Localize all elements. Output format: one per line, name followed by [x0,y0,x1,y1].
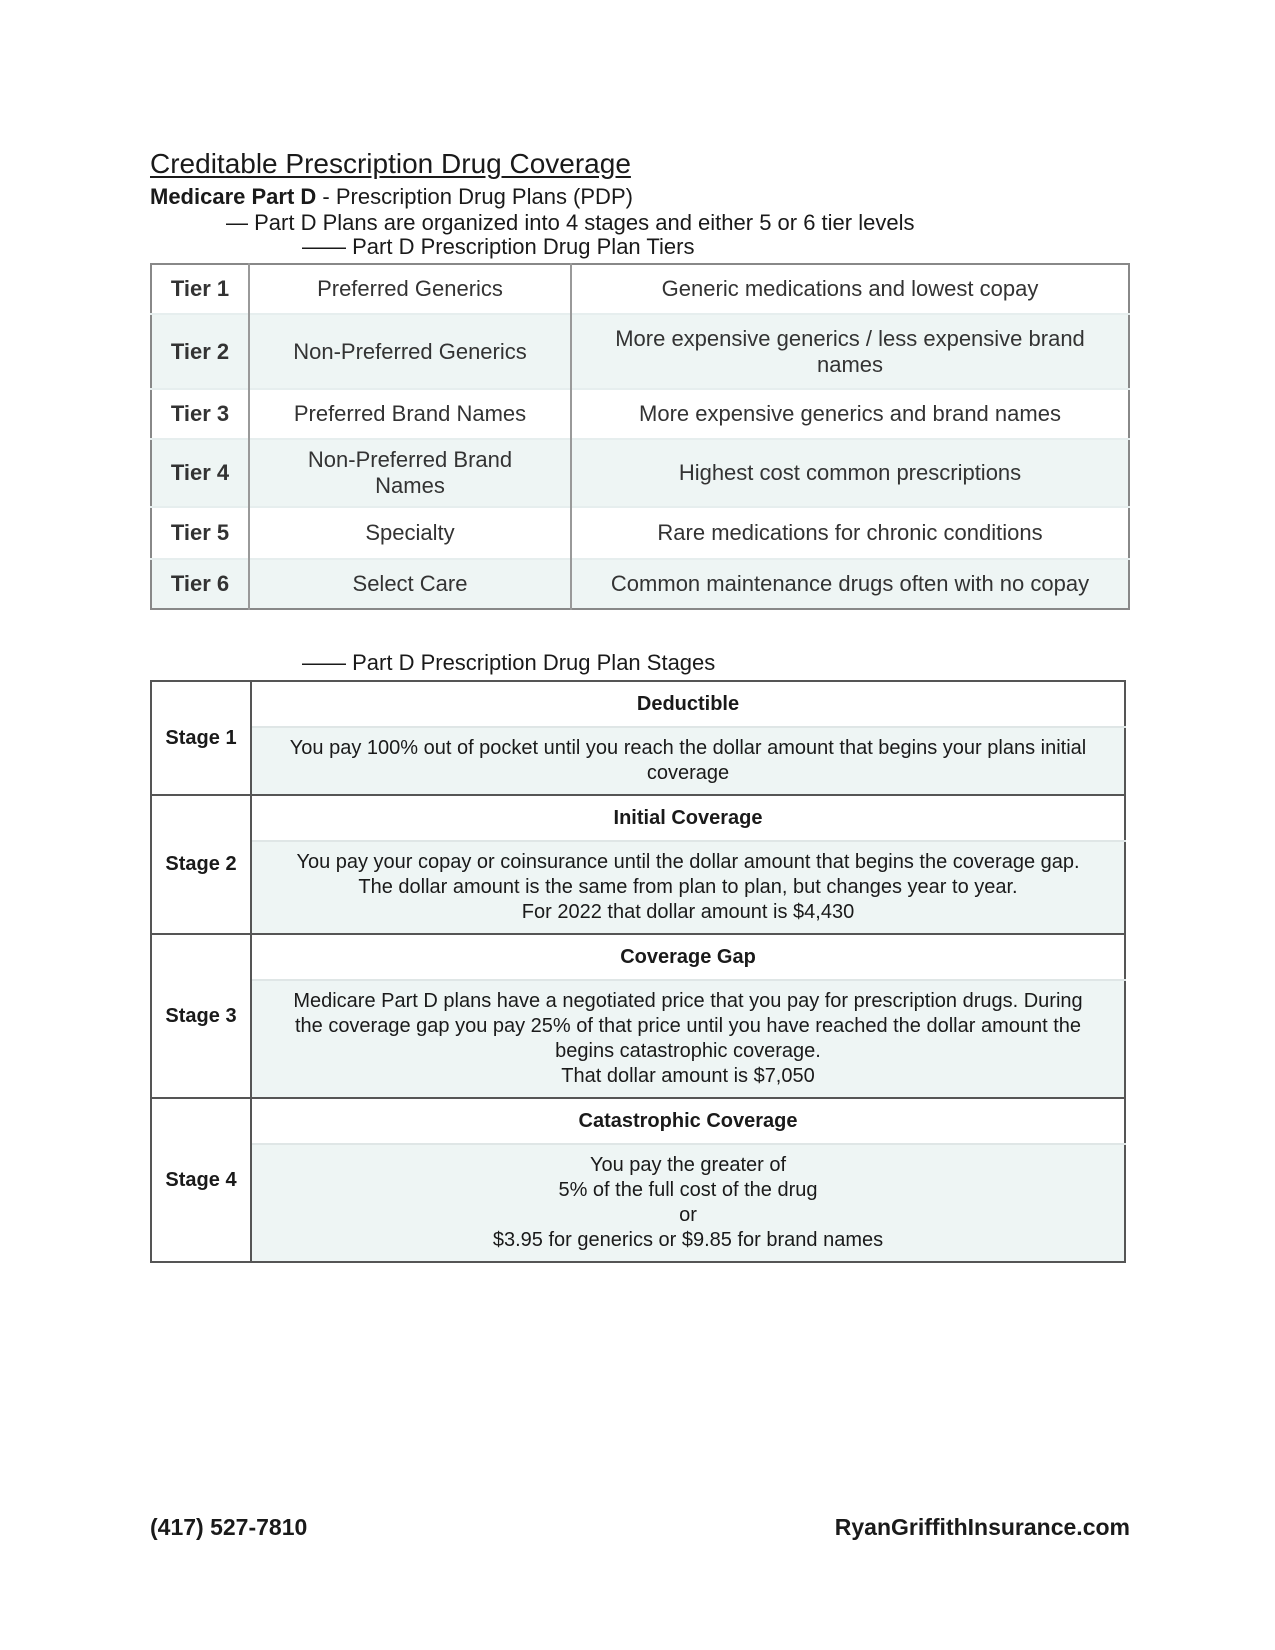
tier-row [151,439,1129,507]
subtitle-rest: - Prescription Drug Plans (PDP) [316,184,633,209]
tier-description: More expensive generics and brand names [571,389,1129,439]
stage-description [251,727,1125,795]
tier-description: Highest cost common prescriptions [571,439,1129,507]
stage-label: Stage 2 [151,795,251,934]
subtitle [150,184,633,210]
stage-label: Stage 1 [151,681,251,795]
subtitle-bold: Medicare Part D [150,184,317,209]
stage-header-row [151,795,1125,841]
tier-label: Tier 6 [151,559,249,609]
tier-label: Tier 5 [151,507,249,559]
stage-name: Coverage Gap [251,934,1125,980]
stage-name: Catastrophic Coverage [251,1098,1125,1144]
stage-line: begins catastrophic coverage. [555,1040,821,1062]
stages-heading: —— Part D Prescription Drug Plan Stages [302,650,716,675]
tier-name: Specialty [249,507,571,559]
tier-row [151,314,1129,389]
stage-header-row [151,1098,1125,1144]
stage-header-row [151,934,1125,980]
stage-description [251,1144,1125,1262]
stage-line: That dollar amount is $7,050 [561,1065,815,1087]
tier-name: Select Care [249,559,571,609]
page-title: Creditable Prescription Drug Coverage [150,148,631,179]
tier-description: Common maintenance drugs often with no copay [571,559,1129,609]
stage-line: You pay the greater of [589,1154,787,1176]
tier-row [151,559,1129,609]
stage-description-row [151,1144,1125,1262]
stage-line: or [679,1204,697,1226]
stage-description [251,980,1125,1098]
stage-description-row [151,980,1125,1098]
stage-line: coverage [646,762,730,784]
stage-description [251,841,1125,934]
tier-name: Non-Preferred Brand Names [249,439,571,507]
tier-label: Tier 3 [151,389,249,439]
tiers-table [150,263,1130,610]
tier-description: More expensive generics / less expensive brand names [571,314,1129,389]
organization-line: — Part D Plans are organized into 4 stages and either 5 or 6 tier levels [226,210,915,235]
stage-name: Initial Coverage [251,795,1125,841]
tier-label: Tier 4 [151,439,249,507]
stage-description-row [151,727,1125,795]
stage-line: For 2022 that dollar amount is $4,430 [521,901,855,923]
stage-line: $3.95 for generics or $9.85 for brand names [492,1229,884,1251]
tier-description: Generic medications and lowest copay [571,264,1129,314]
tier-row [151,264,1129,314]
stages-table [150,680,1126,1263]
stage-line: the coverage gap you pay 25% of that price until you have reached the dollar amount the [294,1015,1082,1037]
stage-label: Stage 4 [151,1098,251,1262]
tier-name: Preferred Generics [249,264,571,314]
stage-line: You pay your copay or coinsurance until the dollar amount that begins the coverage gap. [296,851,1080,873]
tier-description: Rare medications for chronic conditions [571,507,1129,559]
tier-name: Non-Preferred Generics [249,314,571,389]
stage-description-row [151,841,1125,934]
footer-website: RyanGriffithInsurance.com [834,1514,1130,1540]
stage-header-row [151,681,1125,727]
tier-row [151,389,1129,439]
stage-line: You pay 100% out of pocket until you reach the dollar amount that begins your plans initial [289,737,1087,759]
stage-name: Deductible [251,681,1125,727]
stage-line: The dollar amount is the same from plan to plan, but changes year to year. [358,876,1018,898]
stage-line: 5% of the full cost of the drug [558,1179,818,1201]
tier-row [151,507,1129,559]
tier-label: Tier 1 [170,276,230,301]
tier-label: Tier 2 [151,314,249,389]
tier-name: Preferred Brand Names [249,389,571,439]
stage-line: Medicare Part D plans have a negotiated price that you pay for prescription drugs. During [293,990,1083,1012]
tiers-heading: —— Part D Prescription Drug Plan Tiers [302,234,695,259]
footer-phone: (417) 527-7810 [150,1514,308,1540]
stage-label: Stage 3 [151,934,251,1098]
